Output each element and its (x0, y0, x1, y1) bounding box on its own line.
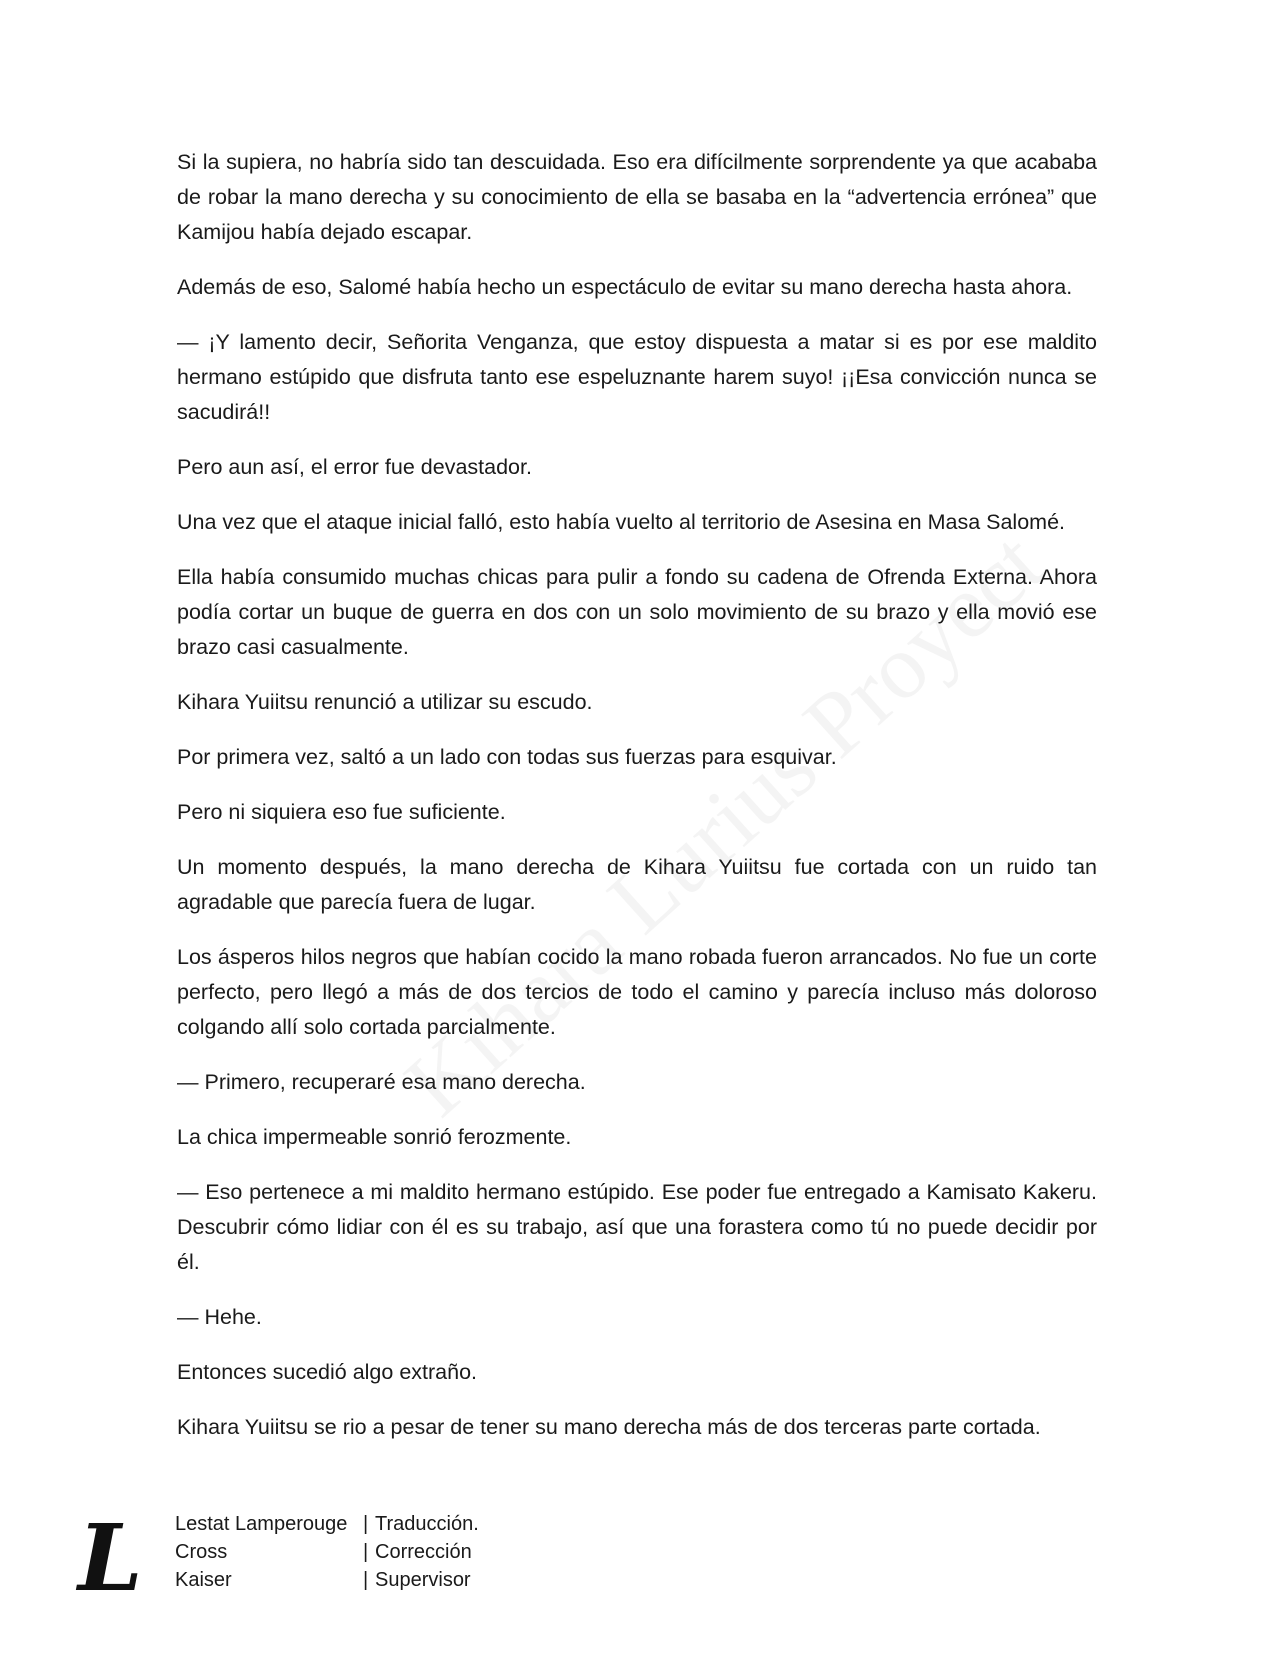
paragraph: Por primera vez, saltó a un lado con todas sus fuerzas para esquivar. (177, 745, 837, 769)
credit-role: Traducción. (375, 1513, 479, 1535)
paragraph: Además de eso, Salomé había hecho un espectáculo de evitar su mano derecha hasta ahora. (177, 275, 1073, 299)
paragraph: La chica impermeable sonrió ferozmente. (177, 1125, 572, 1149)
credit-separator: | (363, 1513, 369, 1535)
paragraph: Ella había consumido muchas chicas para pulir a fondo su cadena de Ofrenda Externa. Ahora podía cortar un buque de guerra en dos con un solo movimiento de su brazo y ella movió ese brazo casi casualmente. (177, 565, 1097, 659)
credit-row (175, 1538, 479, 1566)
paragraph: Una vez que el ataque inicial falló, esto había vuelto al territorio de Asesina en Masa Salomé. (177, 510, 1065, 534)
credit-name: Lestat Lamperouge (175, 1513, 348, 1535)
paragraph: Los ásperos hilos negros que habían cocido la mano robada fueron arrancados. No fue un corte perfecto, pero llegó a más de dos tercios de todo el camino y parecía incluso más doloroso colgando allí solo cortada parcialmente. (177, 945, 1097, 1039)
credit-role: Supervisor (375, 1569, 471, 1591)
credits-list (175, 1510, 479, 1594)
credit-separator: | (363, 1541, 369, 1563)
paragraph: — Hehe. (177, 1305, 262, 1329)
credit-separator: | (363, 1569, 369, 1591)
paragraph: — ¡Y lamento decir, Señorita Venganza, que estoy dispuesta a matar si es por ese maldito hermano estúpido que disfruta tanto ese espeluznante harem suyo! ¡¡Esa convicción nunca se sacudirá!! (177, 330, 1097, 424)
paragraph: Entonces sucedió algo extraño. (177, 1360, 478, 1384)
gothic-l-logo: L (78, 1504, 143, 1612)
body-text (177, 145, 1097, 1465)
paragraph: Un momento después, la mano derecha de Kihara Yuiitsu fue cortada con un ruido tan agradable que parecía fuera de lugar. (177, 855, 1097, 914)
paragraph: Pero aun así, el error fue devastador. (177, 455, 532, 479)
paragraph: Kihara Yuiitsu se rio a pesar de tener su mano derecha más de dos terceras parte cortada. (177, 1415, 1041, 1439)
credit-name: Cross (175, 1541, 228, 1563)
credit-row (175, 1510, 479, 1538)
paragraph: Kihara Yuiitsu renunció a utilizar su escudo. (177, 690, 593, 714)
credits-footer (78, 1504, 678, 1612)
paragraph: Pero ni siquiera eso fue suficiente. (177, 800, 506, 824)
paragraph: — Primero, recuperaré esa mano derecha. (177, 1070, 586, 1094)
credit-role: Corrección (375, 1541, 472, 1563)
paragraph: — Eso pertenece a mi maldito hermano estúpido. Ese poder fue entregado a Kamisato Kakeru. Descubrir cómo lidiar con él es su trabajo, así que una forastera como tú no puede decidir por él. (177, 1180, 1097, 1274)
credit-name: Kaiser (175, 1569, 232, 1591)
paragraph: Si la supiera, no habría sido tan descuidada. Eso era difícilmente sorprendente ya que acababa de robar la mano derecha y su conocimiento de ella se basaba en la “advertencia errónea” que Kamijou había dejado escapar. (177, 150, 1097, 244)
credit-row (175, 1566, 479, 1594)
